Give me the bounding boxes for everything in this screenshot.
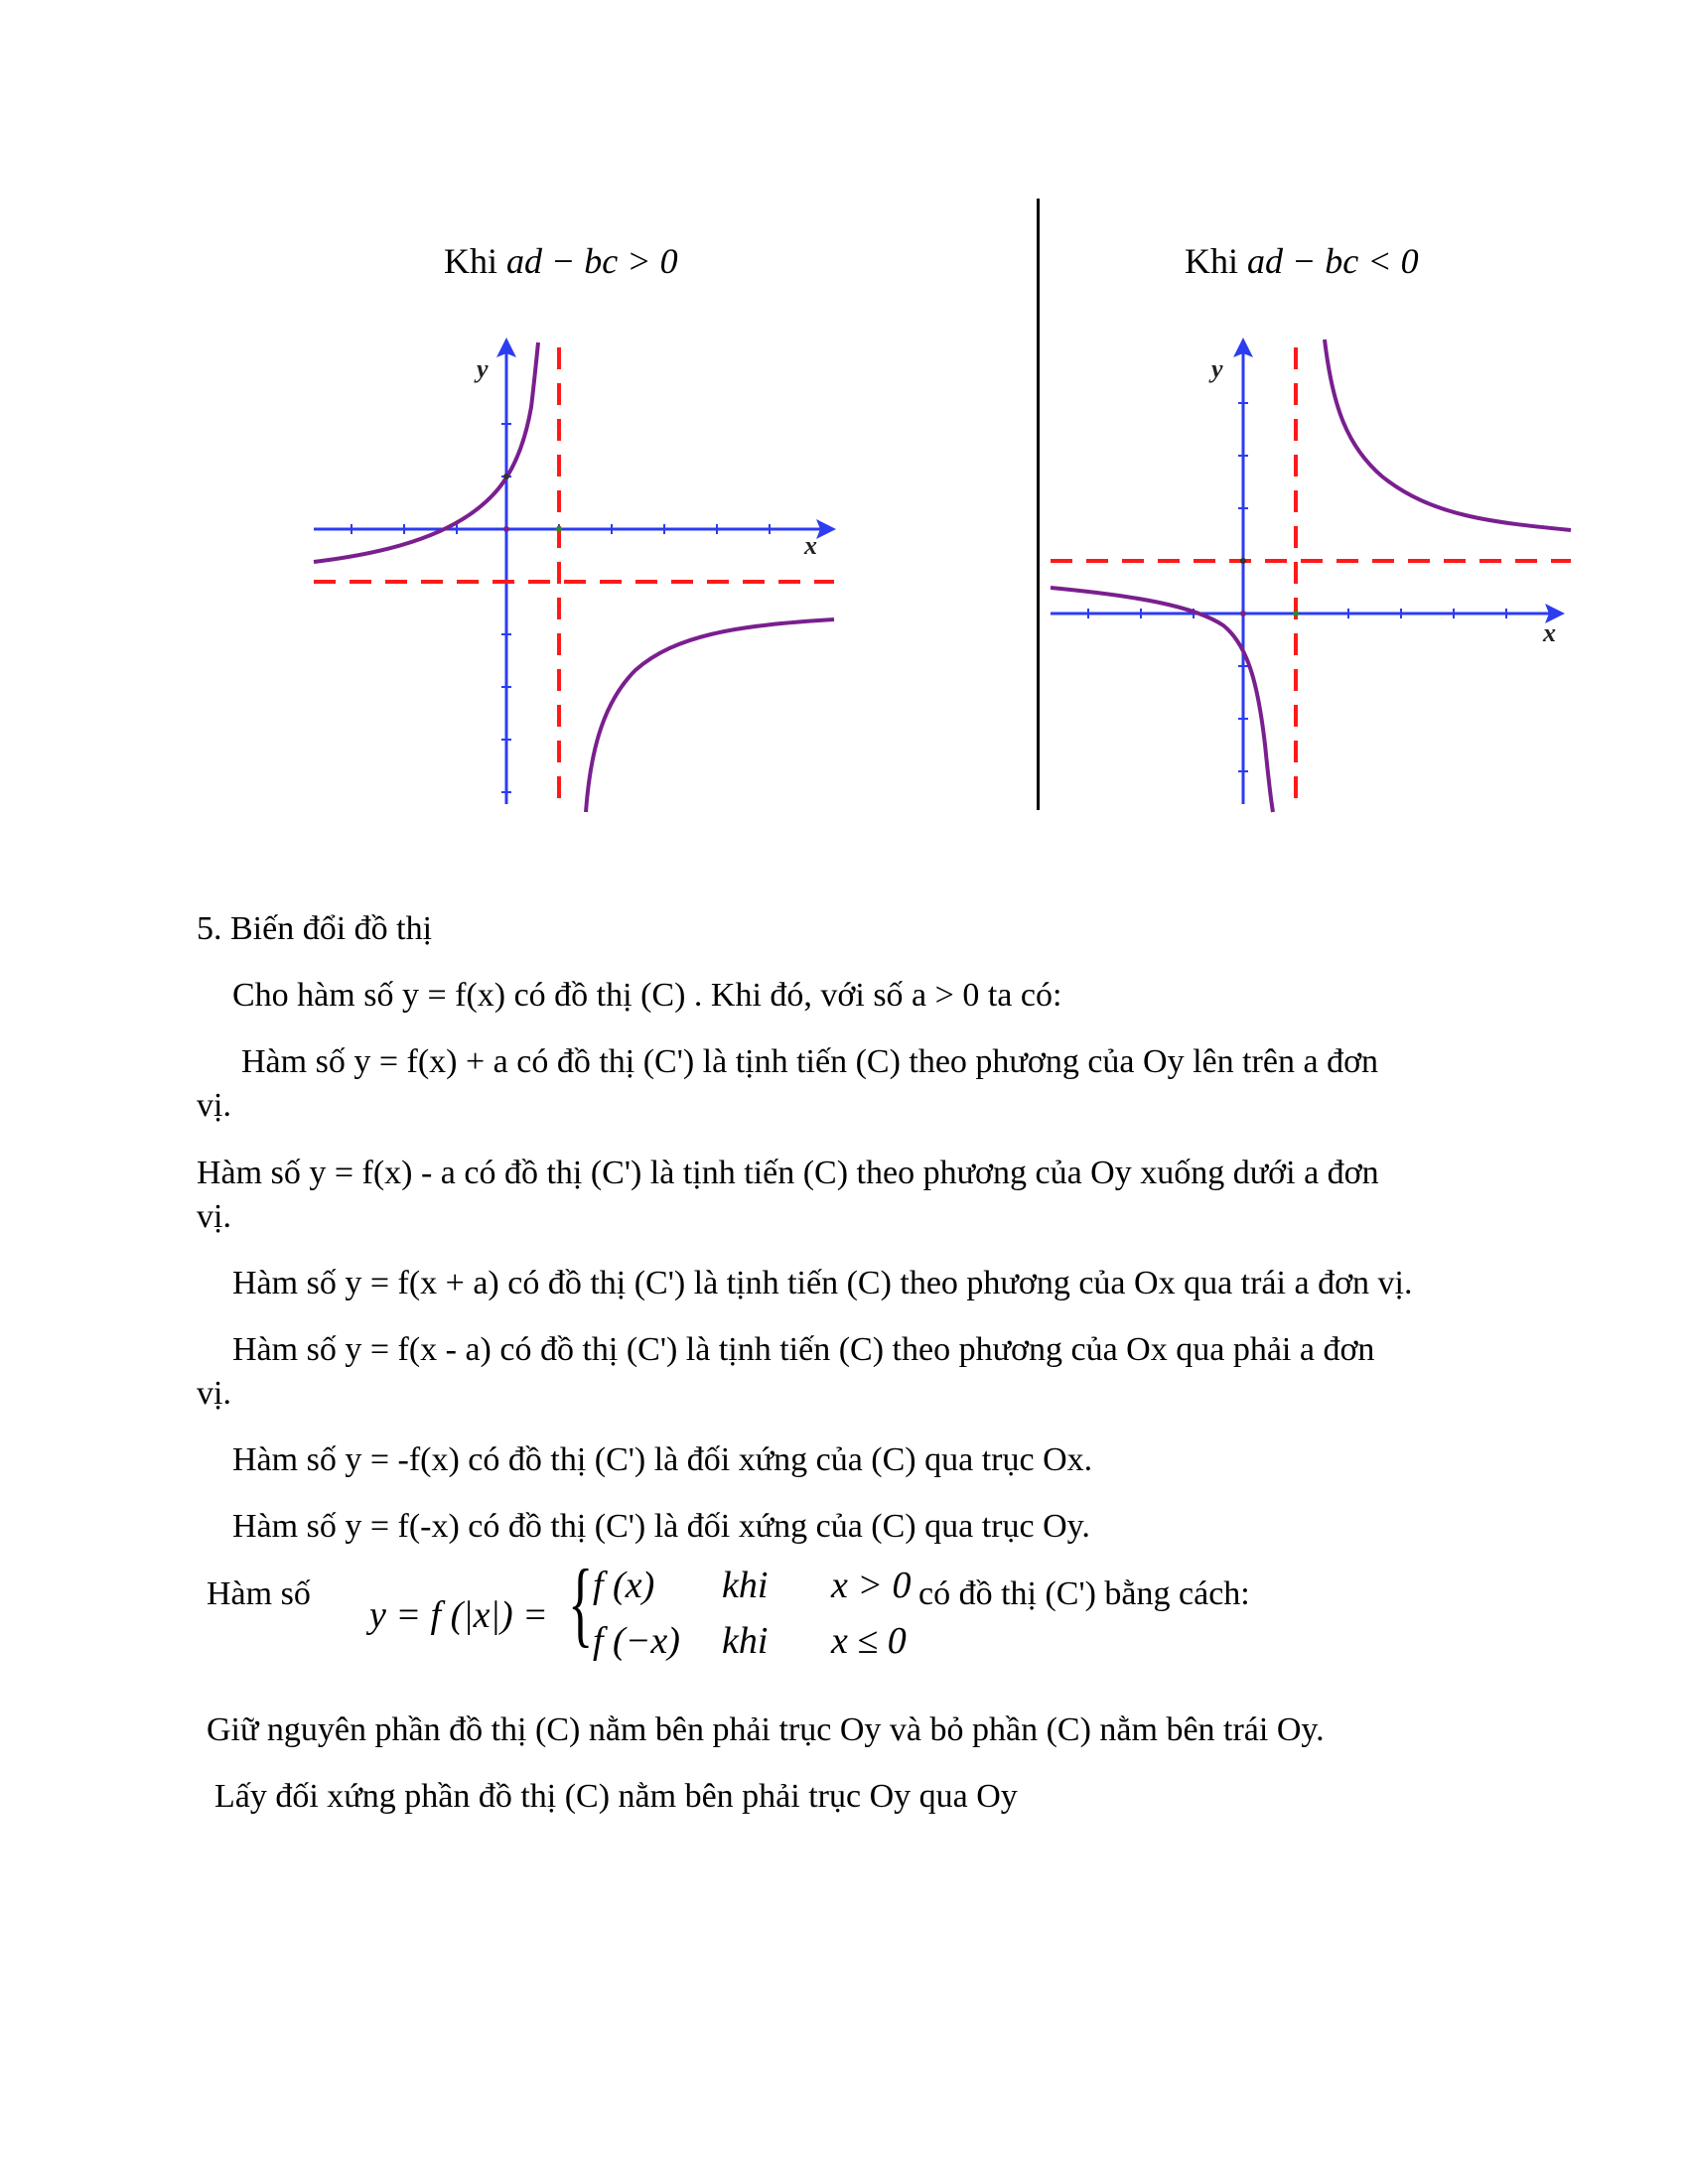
origin-point — [503, 526, 509, 532]
rule-abs-prefix: Hàm số — [207, 1575, 311, 1612]
rule-reflect-oy: Hàm số y = f(-x) có đồ thị (C') là đối xứng của (C) qua trục Oy. — [232, 1508, 1090, 1545]
figure-2-graph — [1045, 328, 1581, 814]
formula-row-1-f: f (x) — [593, 1565, 655, 1606]
y-axis-label: y — [1211, 354, 1223, 383]
figure-divider — [1037, 199, 1040, 810]
rule-shift-down-line1: Hàm số y = f(x) - a có đồ thị (C') là tịnh tiến (C) theo phương của Oy xuống dưới a đơn — [197, 1155, 1379, 1191]
rule-shift-right-line2: vị. — [197, 1375, 231, 1412]
figure-1-graph — [308, 328, 844, 814]
rule-shift-up-line1: Hàm số y = f(x) + a có đồ thị (C') là tịnh tiến (C) theo phương của Oy lên trên a đơn — [241, 1043, 1379, 1080]
x-axis-label: x — [804, 531, 817, 560]
curve-right-branch — [1325, 340, 1571, 530]
origin-point — [1240, 611, 1246, 616]
x-axis-label: x — [1543, 618, 1556, 647]
asymptote-y-point — [1240, 558, 1246, 564]
figure-1-title — [444, 240, 678, 282]
rule-shift-up-line2: vị. — [197, 1087, 231, 1124]
figure-2-title-math: ad − bc < 0 — [1247, 241, 1419, 281]
rule-shift-left: Hàm số y = f(x + a) có đồ thị (C') là tịnh tiến (C) theo phương của Ox qua trái a đơn vị. — [232, 1265, 1413, 1301]
rule-shift-right-line1: Hàm số y = f(x - a) có đồ thị (C') là tịnh tiến (C) theo phương của Ox qua phải a đơn — [232, 1331, 1375, 1368]
rule-abs-suffix: có đồ thị (C') bằng cách: — [918, 1575, 1250, 1612]
asymptote-x-point — [556, 526, 562, 532]
section-heading: 5. Biến đổi đồ thị — [197, 910, 433, 947]
intro-paragraph: Cho hàm số y = f(x) có đồ thị (C) . Khi đó, với số a > 0 ta có: — [232, 977, 1062, 1014]
formula-lhs: y = f (|x|) = — [369, 1594, 548, 1636]
formula-row-2-cond: x ≤ 0 — [831, 1620, 907, 1662]
rule-reflect-ox: Hàm số y = -f(x) có đồ thị (C') là đối xứng của (C) qua trục Ox. — [232, 1441, 1093, 1478]
piecewise-formula — [369, 1550, 912, 1678]
y-axis-label: y — [477, 354, 489, 383]
formula-row-2-khi: khi — [722, 1620, 769, 1662]
figure-2-title — [1185, 240, 1419, 282]
step-keep-right: Giữ nguyên phần đồ thị (C) nằm bên phải trục Oy và bỏ phần (C) nằm bên trái Oy. — [207, 1711, 1325, 1748]
formula-row-1-cond: x > 0 — [831, 1565, 912, 1606]
formula-row-1-khi: khi — [722, 1565, 769, 1606]
step-reflect-right: Lấy đối xứng phần đồ thị (C) nằm bên phải trục Oy qua Oy — [214, 1778, 1018, 1815]
curve-left-branch — [1051, 588, 1273, 812]
intercept-point — [503, 474, 509, 479]
formula-brace: { — [568, 1550, 594, 1656]
figure-1-title-prefix: Khi — [444, 241, 497, 281]
asymptote-x-point — [1293, 611, 1299, 616]
figure-2-title-prefix: Khi — [1185, 241, 1238, 281]
curve-right-branch — [586, 619, 834, 812]
figure-1-title-math: ad − bc > 0 — [506, 241, 678, 281]
rule-shift-down-line2: vị. — [197, 1198, 231, 1235]
formula-row-2-f: f (−x) — [593, 1620, 680, 1662]
